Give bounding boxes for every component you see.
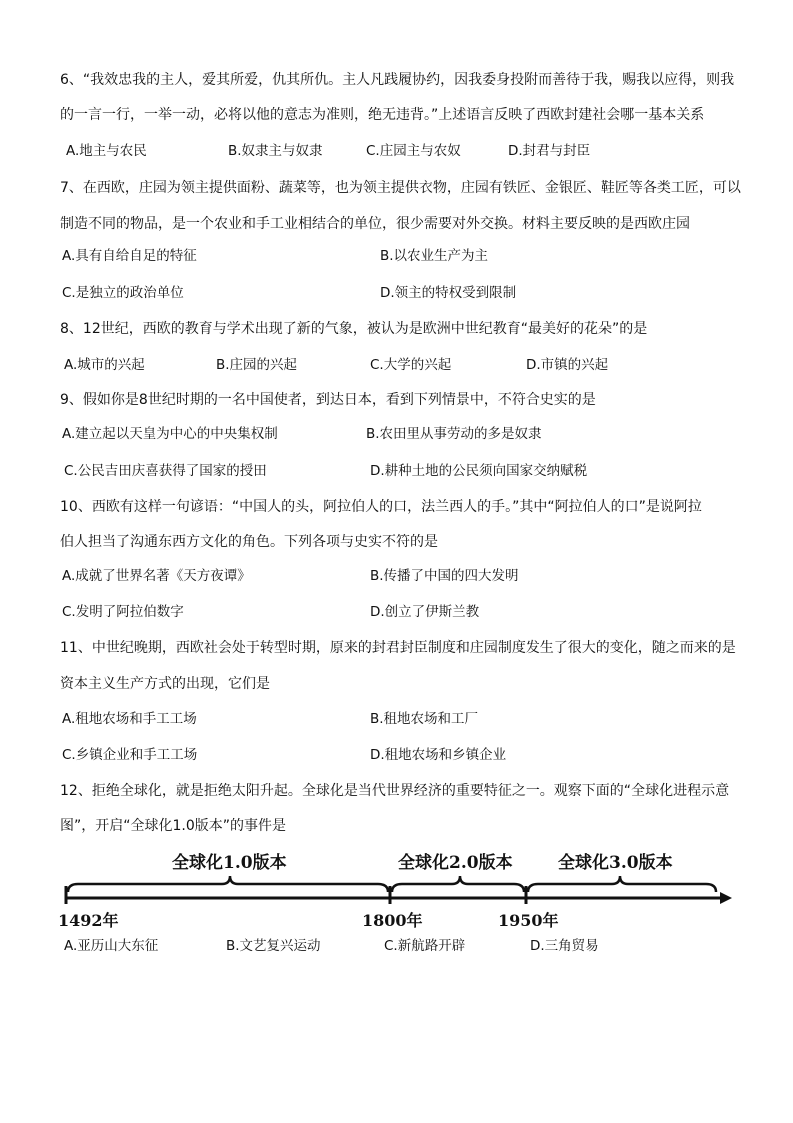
question-9-line-1: 9、假如你是8世纪时期的一名中国使者，到达日本，看到下列情景中，不符合史实的是 xyxy=(60,392,596,408)
question-10-line-1: 10、西欧有这样一句谚语：“中国人的头，阿拉伯人的口，法兰西人的手。”其中“阿拉伯人的口”是说阿拉 xyxy=(60,499,702,515)
question-6-line-1: 6、“我效忠我的主人，爱其所爱，仇其所仇。主人凡践履协约，因我委身投附而善待于我，赐我以应得，则我 xyxy=(60,72,735,88)
question-6-option-b: B.奴隶主与奴隶 xyxy=(228,143,323,159)
question-12-option-a: A.亚历山大东征 xyxy=(64,938,159,954)
stage-2-label: 全球化2.0版本 xyxy=(398,853,513,873)
year-label-1800: 1800年 xyxy=(362,911,423,930)
question-9-option-c: C.公民吉田庆喜获得了国家的授田 xyxy=(64,463,267,479)
question-12-line-1: 12、拒绝全球化，就是拒绝太阳升起。全球化是当代世界经济的重要特征之一。观察下面的“全球化进程示意 xyxy=(60,783,730,799)
question-7-line-1: 7、在西欧，庄园为领主提供面粉、蔬菜等，也为领主提供衣物，庄园有铁匠、金银匠、鞋匠等各类工匠，可以 xyxy=(60,180,741,196)
question-10-option-a: A.成就了世界名著《天方夜谭》 xyxy=(62,568,251,584)
question-12-option-c: C.新航路开辟 xyxy=(384,938,466,954)
question-7-option-a: A.具有自给自足的特征 xyxy=(62,248,197,264)
question-9-option-d: D.耕种土地的公民须向国家交纳赋税 xyxy=(370,463,588,479)
question-6-option-c: C.庄园主与农奴 xyxy=(366,143,461,159)
question-10-option-d: D.创立了伊斯兰教 xyxy=(370,604,480,620)
stage-1-brace xyxy=(68,876,388,892)
question-11-option-c: C.乡镇企业和手工工场 xyxy=(62,747,198,763)
question-6-option-d: D.封君与封臣 xyxy=(508,143,591,159)
question-12-option-b: B.文艺复兴运动 xyxy=(226,938,321,954)
question-8-option-c: C.大学的兴起 xyxy=(370,357,452,373)
question-12-option-d: D.三角贸易 xyxy=(530,938,599,954)
question-8-option-b: B.庄园的兴起 xyxy=(216,357,298,373)
question-9-option-b: B.农田里从事劳动的多是奴隶 xyxy=(366,426,542,442)
question-11-line-2: 资本主义生产方式的出现，它们是 xyxy=(60,676,270,692)
question-11-option-b: B.租地农场和工厂 xyxy=(370,711,479,727)
question-8-option-a: A.城市的兴起 xyxy=(64,357,145,373)
question-12-line-2: 图”，开启“全球化1.0版本”的事件是 xyxy=(60,818,287,834)
question-10-option-c: C.发明了阿拉伯数字 xyxy=(62,604,184,620)
stage-1-label: 全球化1.0版本 xyxy=(172,853,287,873)
question-10-option-b: B.传播了中国的四大发明 xyxy=(370,568,519,584)
question-7-line-2: 制造不同的物品，是一个农业和手工业相结合的单位，很少需要对外交换。材料主要反映的是西欧庄园 xyxy=(60,216,690,232)
question-7-option-d: D.领主的特权受到限制 xyxy=(380,285,517,301)
question-11-option-a: A.租地农场和手工工场 xyxy=(62,711,197,727)
stage-2-brace xyxy=(392,876,524,892)
timeline-arrowhead xyxy=(720,892,732,904)
question-6-option-a: A.地主与农民 xyxy=(66,143,147,159)
globalization-timeline xyxy=(56,846,736,930)
stage-3-brace xyxy=(528,876,716,892)
question-7-option-c: C.是独立的政治单位 xyxy=(62,285,184,301)
stage-3-label: 全球化3.0版本 xyxy=(558,853,673,873)
question-11-line-1: 11、中世纪晚期，西欧社会处于转型时期，原来的封君封臣制度和庄园制度发生了很大的变化，随之而来的是 xyxy=(60,640,736,656)
question-10-line-2: 伯人担当了沟通东西方文化的角色。下列各项与史实不符的是 xyxy=(60,534,438,550)
question-7-option-b: B.以农业生产为主 xyxy=(380,248,489,264)
question-11-option-d: D.租地农场和乡镇企业 xyxy=(370,747,507,763)
question-8-option-d: D.市镇的兴起 xyxy=(526,357,609,373)
year-label-1950: 1950年 xyxy=(498,911,559,930)
question-8-line-1: 8、12世纪，西欧的教育与学术出现了新的气象，被认为是欧洲中世纪教育“最美好的花朵”的是 xyxy=(60,321,648,337)
question-6-line-2: 的一言一行，一举一动，必将以他的意志为准则，绝无违背。”上述语言反映了西欧封建社会哪一基本关系 xyxy=(60,107,705,123)
year-label-1492: 1492年 xyxy=(58,911,119,930)
question-9-option-a: A.建立起以天皇为中心的中央集权制 xyxy=(62,426,278,442)
